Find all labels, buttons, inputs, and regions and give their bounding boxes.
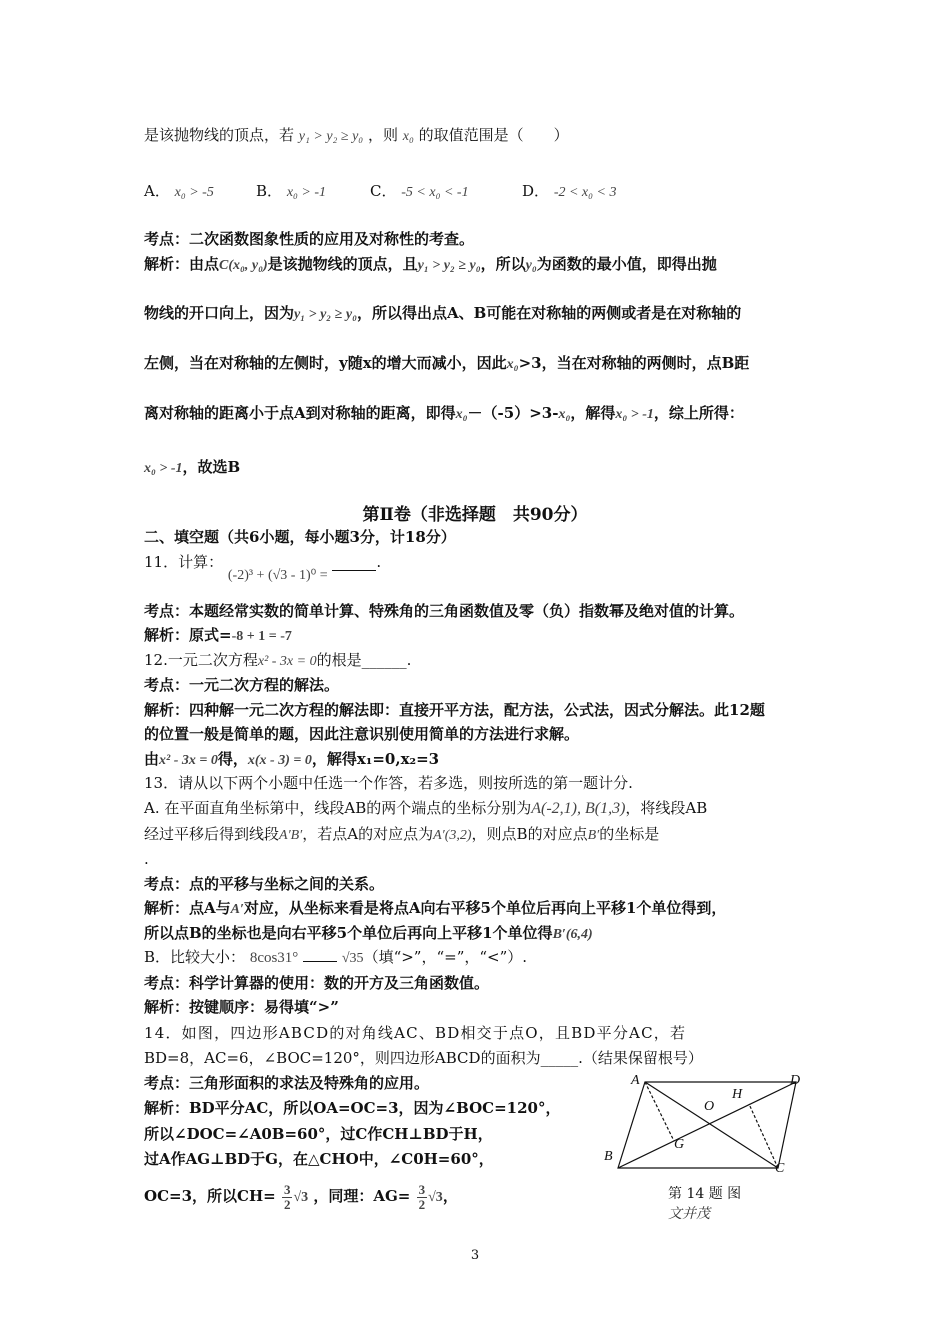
q11-math: (-2)³ + (√3 - 1)⁰ = — [227, 568, 328, 583]
text: 的根是______. — [316, 651, 412, 669]
text: 12.一元二次方程 — [144, 651, 258, 669]
q10-option-b — [256, 180, 326, 204]
text: ，同理：AG= — [313, 1187, 411, 1205]
math: A′(3,2) — [433, 828, 472, 843]
math: A(-2,1), B(1,3) — [531, 800, 626, 817]
fraction-three-halves — [282, 1183, 293, 1212]
q13-a-line-3: . — [144, 850, 149, 868]
option-label: A． — [144, 182, 170, 200]
text: 得， — [217, 750, 248, 768]
text: 为函数的最小值，即得出抛 — [536, 255, 717, 273]
q14-line-2: BD=8，AC=6，∠BOC=120°，则四边形ABCD的面积为_____.（结果保留根号） — [144, 1049, 703, 1067]
math: x₀ > -1 — [615, 407, 654, 422]
sqrt-3: √3 — [428, 1190, 443, 1205]
math: B′(6,4) — [552, 927, 593, 942]
fraction-three-halves — [417, 1183, 428, 1212]
text: ，综上所得： — [653, 404, 744, 422]
q13-a-jiexi-2 — [144, 922, 812, 946]
text: 左侧，当在对称轴的左侧时，y随x的增大而减小，因此 — [144, 354, 507, 372]
text: 经过平移后得到线段 — [144, 825, 280, 843]
text: ， — [442, 1187, 458, 1205]
text: ，将线段AB — [625, 799, 708, 817]
text: 解析：点A与 — [144, 899, 231, 917]
option-math: x₀ > -1 — [286, 185, 327, 200]
q11-jiexi — [144, 624, 812, 648]
q10-jiexi-line-4 — [144, 402, 812, 426]
text: ，故选B — [182, 458, 241, 476]
denominator: 2 — [283, 1196, 291, 1212]
math: y₀ — [525, 258, 537, 273]
q10-option-d — [522, 180, 616, 204]
q10-stem-text-c: 的取值范围是（ ） — [418, 126, 569, 144]
text: ，若点A的对应点为 — [302, 825, 434, 843]
q10-option-a — [144, 180, 214, 204]
math: A′ — [230, 902, 244, 917]
q13-stem: 13．请从以下两个小题中任选一个作答，若多选，则按所选的第一题计分. — [144, 774, 633, 792]
q11-kaodian: 考点：本题经常实数的简单计算、特殊角的三角函数值及零（负）指数幂及绝对值的计算。 — [144, 602, 745, 620]
label-g: G — [674, 1137, 685, 1152]
q13-a-kaodian: 考点：点的平移与坐标之间的关系。 — [144, 875, 385, 893]
label-b: B — [604, 1149, 613, 1164]
option-label: C． — [370, 182, 397, 200]
q12-kaodian: 考点：一元二次方程的解法。 — [144, 676, 340, 694]
q14-jiexi-3: 过A作AG⊥BD于G，在△CHO中，∠C0H=60°， — [144, 1150, 494, 1168]
text: 是该抛物线的顶点，且 — [267, 255, 418, 273]
option-label: D． — [522, 182, 550, 200]
q14-line-1: 14．如图，四边形ABCD的对角线AC、BD相交于点O，且BD平分AC，若 — [144, 1024, 687, 1042]
math: A′B′ — [279, 828, 303, 843]
q10-jiexi-line-1 — [144, 253, 812, 277]
q12-jiexi-1: 解析：四种解一元二次方程的解法即：直接开平方法，配方法，公式法，因式分解法。此12题 — [144, 701, 765, 719]
q13-b-stem — [144, 946, 812, 970]
label-c: C — [775, 1161, 785, 1176]
q10-stem-math: y₁ > y₂ ≥ y₀ — [298, 129, 364, 144]
text: OC=3，所以CH= — [144, 1187, 276, 1205]
math: x² - 3x = 0 — [257, 654, 317, 669]
sqrt-3: √3 — [293, 1190, 309, 1205]
text: 对应，从坐标来看是将点A向右平移5个单位后再向上平移1个单位得到， — [243, 899, 727, 917]
option-math: -5 < x₀ < -1 — [401, 185, 469, 200]
option-label: B． — [256, 182, 283, 200]
text: ，解得x₁=0,x₂=3 — [311, 750, 440, 768]
q10-jiexi-line-5 — [144, 456, 812, 480]
text: >3，当在对称轴的两侧时，点B距 — [518, 354, 750, 372]
math: x₀ — [455, 407, 468, 422]
text: B．比较大小： — [144, 948, 246, 966]
q10-stem — [144, 124, 812, 148]
caption-watermark: 文并茂 — [668, 1206, 710, 1222]
math: 8cos31° — [249, 950, 299, 966]
figure-caption — [668, 1184, 741, 1224]
text: ，所以得出点A、B可能在对称轴的两侧或者是在对称轴的 — [356, 304, 742, 322]
label-d: D — [790, 1073, 801, 1088]
math: √35 — [341, 951, 364, 966]
q13-a-jiexi-1 — [144, 897, 812, 921]
text: 由 — [144, 750, 160, 768]
math: x₀ — [558, 407, 571, 422]
math: x(x - 3) = 0 — [247, 753, 312, 768]
q11-stem-text: 11．计算： — [144, 553, 224, 571]
option-math: x₀ > -5 — [174, 185, 214, 200]
text: 解析：由点 — [144, 255, 220, 273]
q14-jiexi-4 — [144, 1178, 594, 1216]
q10-stem-var: x₀ — [402, 129, 414, 144]
math: C(x₀, y₀) — [219, 258, 268, 273]
q10-kaodian: 考点：二次函数图象性质的应用及对称性的考查。 — [144, 230, 475, 248]
text: （填“>”，“=”，“<”）. — [363, 948, 528, 966]
q14-jiexi-1: 解析：BD平分AC，所以OA=OC=3，因为∠BOC=120°， — [144, 1099, 561, 1117]
q13-b-kaodian: 考点：科学计算器的使用：数的开方及三角函数值。 — [144, 974, 490, 992]
q14-figure — [600, 1068, 820, 1188]
q13-b-jiexi: 解析：按键顺序：易得填“>” — [144, 998, 339, 1016]
math: y₁ > y₂ ≥ y₀ — [417, 258, 481, 273]
text: －（-5）>3- — [467, 404, 559, 422]
text: ，则点B的对应点 — [471, 825, 588, 843]
q13-a-line-2 — [144, 823, 812, 847]
text: A. 在平面直角坐标第中，线段AB的两个端点的坐标分别为 — [144, 799, 532, 817]
label-a: A — [631, 1073, 640, 1088]
page-number: 3 — [470, 1248, 480, 1263]
text: 物线的开口向上，因为 — [144, 304, 295, 322]
q12-stem — [144, 649, 812, 673]
caption-text: 第 14 题 图 — [668, 1186, 742, 1202]
q10-stem-text-b: ，则 — [367, 126, 398, 144]
math: x² - 3x = 0 — [159, 753, 218, 768]
text: ，解得 — [570, 404, 616, 422]
q10-stem-text: 是该抛物线的顶点，若 — [144, 126, 295, 144]
q13-a-line-1 — [144, 797, 812, 820]
q12-jiexi-2: 的位置一般是简单的题，因此注意识别使用简单的方法进行求解。 — [144, 725, 580, 743]
q14-kaodian: 考点：三角形面积的求法及特殊角的应用。 — [144, 1074, 430, 1092]
text: 的坐标是 — [599, 825, 660, 843]
q14-jiexi-2: 所以∠DOC=∠A0B=60°，过C作CH⊥BD于H， — [144, 1125, 493, 1143]
math: x₀ > -1 — [144, 461, 183, 476]
numerator: 3 — [283, 1181, 291, 1197]
text: 解析：原式= — [144, 626, 232, 644]
section2-header: 二、填空题（共6小题，每小题3分，计18分） — [144, 528, 456, 546]
q12-jiexi-3 — [144, 748, 812, 772]
section-title: 第Ⅱ卷（非选择题 共90分） — [362, 505, 588, 525]
diagonal-bd — [618, 1082, 796, 1168]
math: -8 + 1 = -7 — [231, 629, 292, 644]
math: B′ — [587, 828, 600, 843]
text: 所以点B的坐标也是向右平移5个单位后再向上平移1个单位得 — [144, 924, 553, 942]
q11-answer-blank[interactable] — [332, 556, 376, 571]
math: x₀ — [506, 357, 519, 372]
label-h: H — [732, 1087, 743, 1102]
q10-jiexi-line-3 — [144, 352, 812, 376]
q13-b-answer-blank[interactable] — [303, 947, 337, 962]
q10-jiexi-line-2 — [144, 302, 812, 326]
text: 离对称轴的距离小于点A到对称轴的距离，即得 — [144, 404, 456, 422]
math: y₁ > y₂ ≥ y₀ — [294, 307, 357, 322]
option-math: -2 < x₀ < 3 — [553, 185, 617, 200]
q10-option-c — [370, 180, 469, 204]
q11-stem: 11．计算： (-2)³ + (√3 - 1)⁰ = . — [144, 553, 382, 583]
numerator: 3 — [418, 1181, 426, 1197]
denominator: 2 — [418, 1196, 426, 1212]
text: ，所以 — [480, 255, 526, 273]
label-o: O — [704, 1099, 715, 1114]
